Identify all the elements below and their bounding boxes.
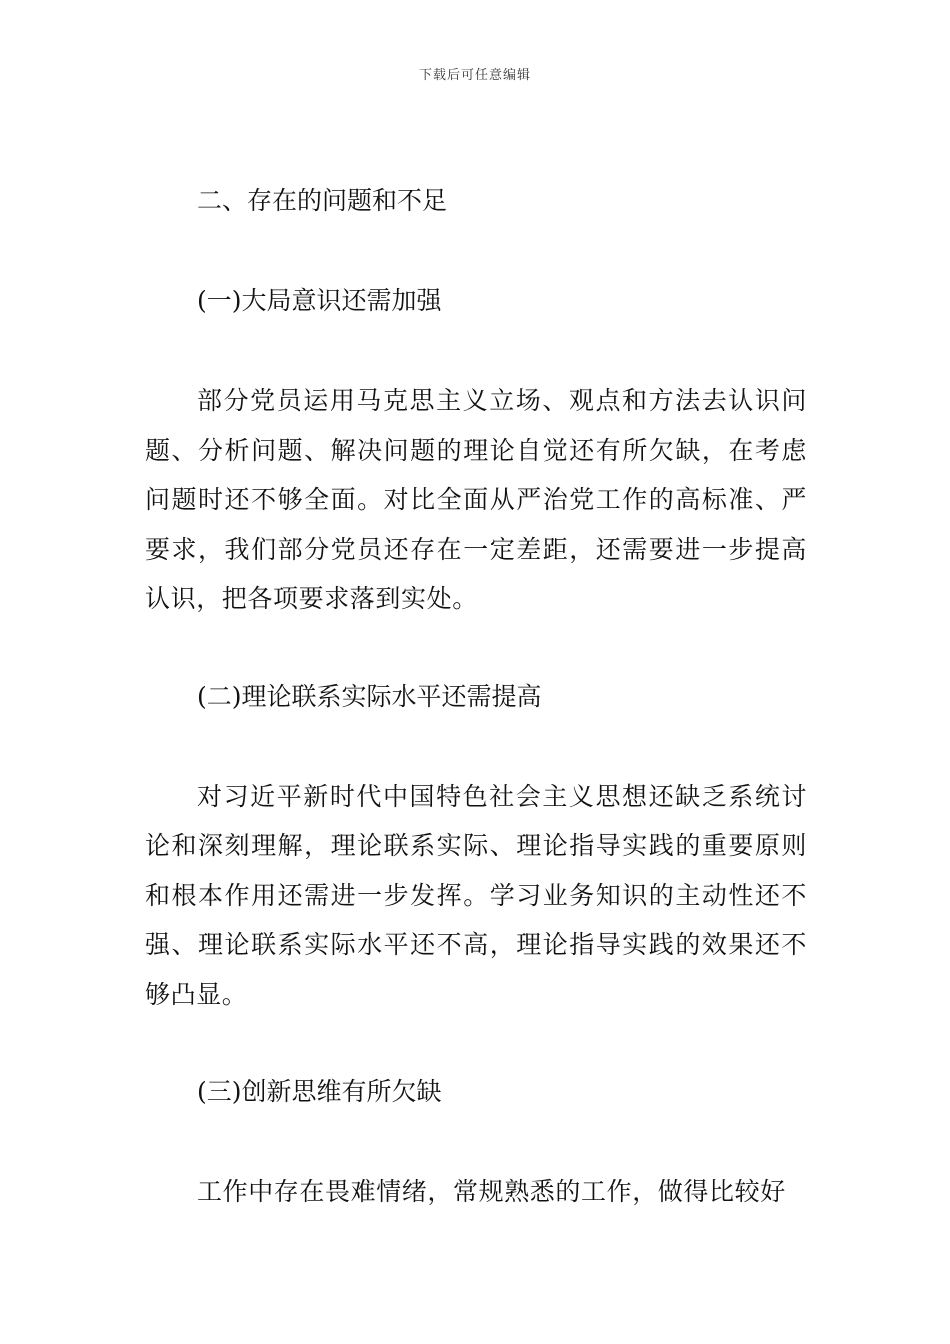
paragraph-1: 部分党员运用马克思主义立场、观点和方法去认识问题、分析问题、解决问题的理论自觉还有所欠缺，在考虑问题时还不够全面。对比全面从严治党工作的高标准、严要求，我们部分党员还存在一定差距，还需要进一步提高认识，把各项要求落到实处。 <box>145 386 807 613</box>
spacer <box>145 722 807 772</box>
paragraph-3: 工作中存在畏难情绪，常规熟悉的工作，做得比较好 <box>197 1177 786 1206</box>
subsection-heading-2: (二)理论联系实际水平还需提高 <box>197 681 542 711</box>
document-body <box>145 176 807 1217</box>
spacer <box>145 1117 807 1167</box>
subsection-heading-3: (三)创新思维有所欠缺 <box>197 1077 442 1106</box>
spacer <box>145 1019 807 1067</box>
page-header: 下载后可任意编辑 <box>418 68 531 83</box>
subsection-heading-1: (一)大局意识还需加强 <box>197 286 442 315</box>
spacer <box>145 226 807 276</box>
spacer <box>145 624 807 672</box>
section-title: 二、存在的问题和不足 <box>197 186 448 215</box>
spacer <box>145 326 807 376</box>
paragraph-2: 对习近平新时代中国特色社会主义思想还缺乏系统讨论和深刻理解，理论联系实际、理论指导实践的重要原则和根本作用还需进一步发挥。学习业务知识的主动性还不强、理论联系实际水平还不高，理论指导实践的效果还不够凸显。 <box>145 781 807 1009</box>
